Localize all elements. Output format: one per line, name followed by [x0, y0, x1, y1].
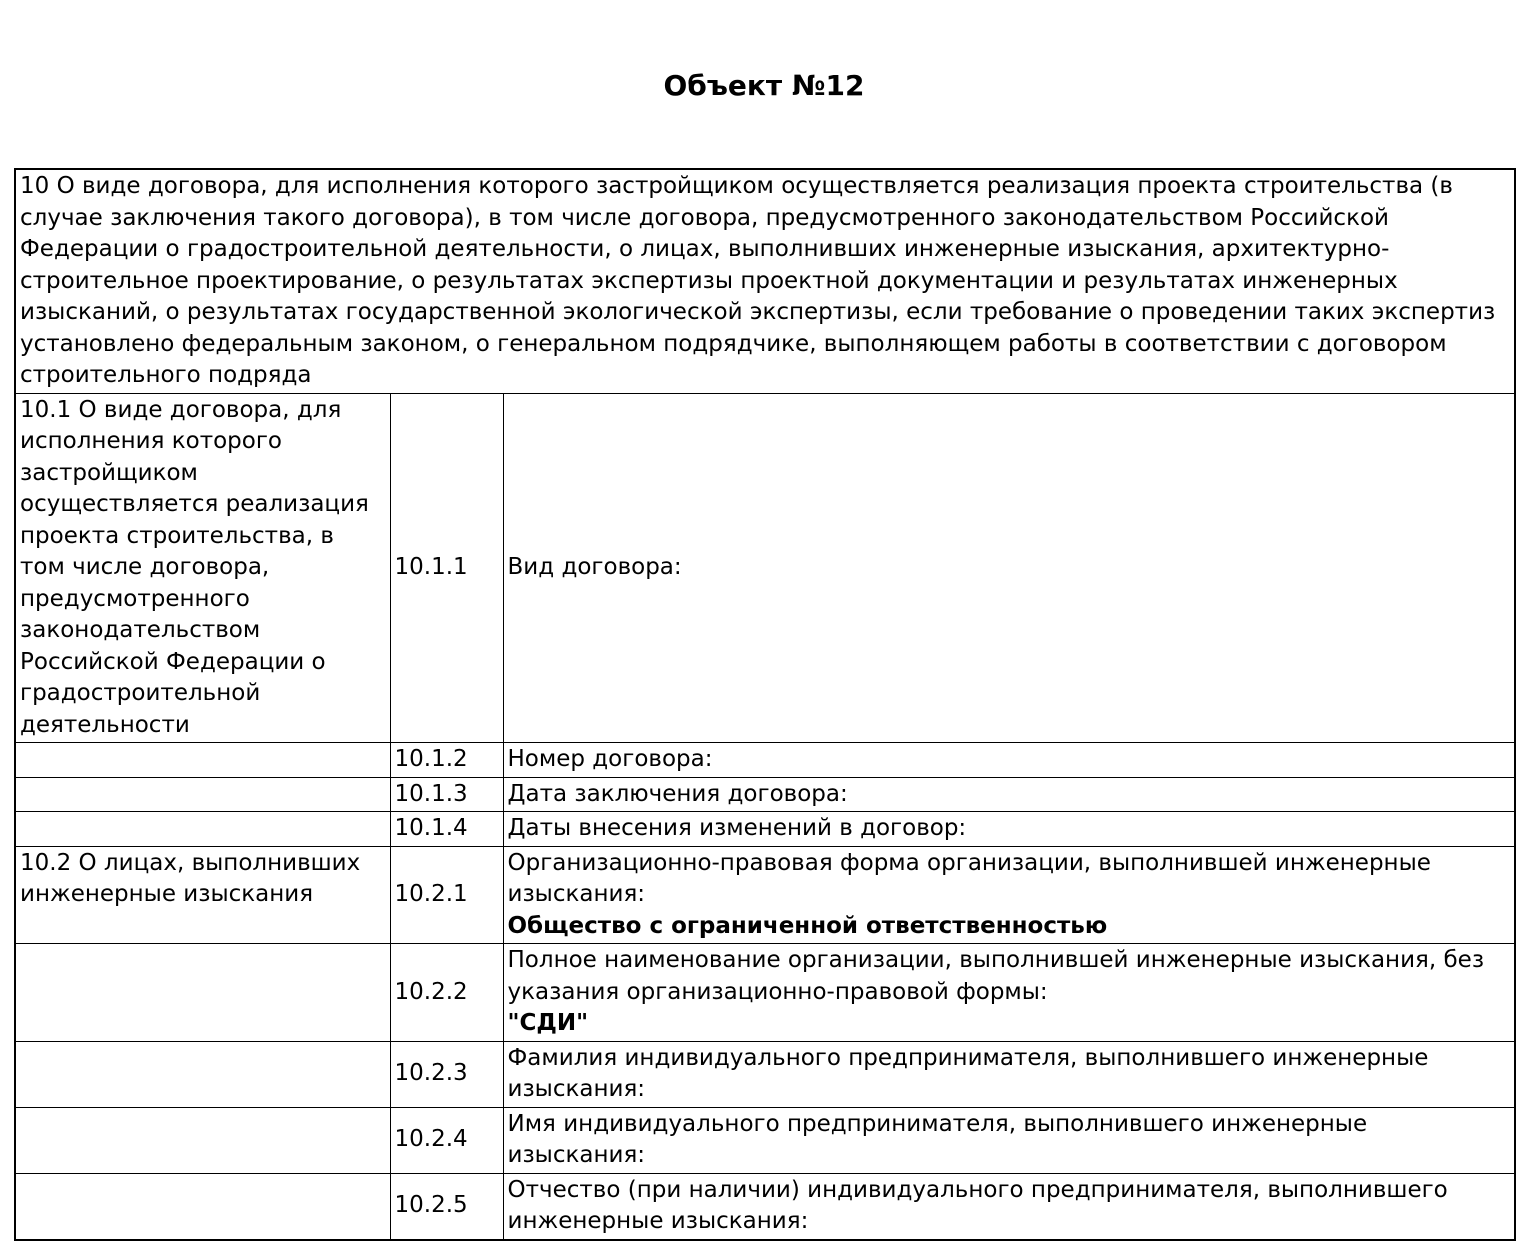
field-label: Полное наименование организации, выполнившей инженерные изыскания, без указания организационно-правовой формы:	[507, 947, 1485, 1005]
row-code-cell: 10.1.4	[390, 812, 503, 847]
table-row	[15, 777, 1515, 812]
row-field-cell	[503, 1107, 1515, 1173]
field-label: Дата заключения договора:	[507, 780, 848, 807]
row-code-cell: 10.1.1	[390, 393, 503, 743]
table-row	[15, 1173, 1515, 1240]
field-label: Организационно-правовая форма организации, выполнившей инженерные изыскания:	[507, 849, 1431, 907]
subsection-title-cell	[15, 1041, 390, 1107]
row-code-cell: 10.1.3	[390, 777, 503, 812]
subsection-title-cell	[15, 1173, 390, 1240]
row-code-cell: 10.2.2	[390, 944, 503, 1042]
section-header-row	[15, 169, 1515, 393]
subsection-title-cell	[15, 944, 390, 1042]
table-row	[15, 1041, 1515, 1107]
field-label: Вид договора:	[507, 554, 682, 580]
row-code-cell: 10.2.4	[390, 1107, 503, 1173]
section-10-header: 10 О виде договора, для исполнения которого застройщиком осуществляется реализация проекта строительства (в случае заключения такого договора), в том числе договора, предусмотренного законодательством Российской Федерации о градостроительной деятельности, о лицах, выполнивших инженерные изыскания, архитектурно-строительное проектирование, о результатах экспертизы проектной документации и результатах инженерных изысканий, о результатах государственной экологической экспертизы, если требование о проведении таких экспертиз установлено федеральным законом, о генеральном подрядчике, выполняющем работы в соответствии с договором строительного подряда	[15, 169, 1515, 393]
row-code-cell: 10.2.3	[390, 1041, 503, 1107]
field-label: Фамилия индивидуального предпринимателя, выполнившего инженерные изыскания:	[507, 1044, 1429, 1102]
row-field-cell	[503, 777, 1515, 812]
row-field-cell	[503, 743, 1515, 778]
field-value: "СДИ"	[507, 1010, 589, 1036]
field-label: Номер договора:	[507, 746, 713, 772]
subsection-title-cell	[15, 777, 390, 812]
table-row	[15, 944, 1515, 1042]
row-code-cell: 10.1.2	[390, 743, 503, 778]
table-row	[15, 1107, 1515, 1173]
row-code-cell: 10.2.5	[390, 1173, 503, 1240]
field-label: Даты внесения изменений в договор:	[507, 815, 967, 841]
page-title: Объект №12	[663, 69, 865, 102]
row-field-cell	[503, 846, 1515, 944]
row-code-cell: 10.2.1	[390, 846, 503, 944]
row-field-cell	[503, 1173, 1515, 1240]
subsection-title-cell: 10.1 О виде договора, для исполнения которого застройщиком осуществляется реализация проекта строительства, в том числе договора, предусмотренного законодательством Российской Федерации о градостроительной деятельности	[15, 393, 390, 743]
field-label: Отчество (при наличии) индивидуального предпринимателя, выполнившего инженерные изыскания:	[507, 1176, 1448, 1234]
table-row	[15, 393, 1515, 743]
table-row	[15, 743, 1515, 778]
row-field-cell	[503, 1041, 1515, 1107]
field-value: Общество с ограниченной ответственностью	[507, 912, 1108, 939]
field-label: Имя индивидуального предпринимателя, выполнившего инженерные изыскания:	[507, 1110, 1368, 1168]
subsection-title-cell: 10.2 О лицах, выполнивших инженерные изыскания	[15, 846, 390, 944]
subsection-title-cell	[15, 812, 390, 847]
row-field-cell	[503, 393, 1515, 743]
row-field-cell	[503, 944, 1515, 1042]
row-field-cell	[503, 812, 1515, 847]
subsection-title-cell	[15, 743, 390, 778]
table-row	[15, 812, 1515, 847]
table-row	[15, 846, 1515, 944]
subsection-title-cell	[15, 1107, 390, 1173]
